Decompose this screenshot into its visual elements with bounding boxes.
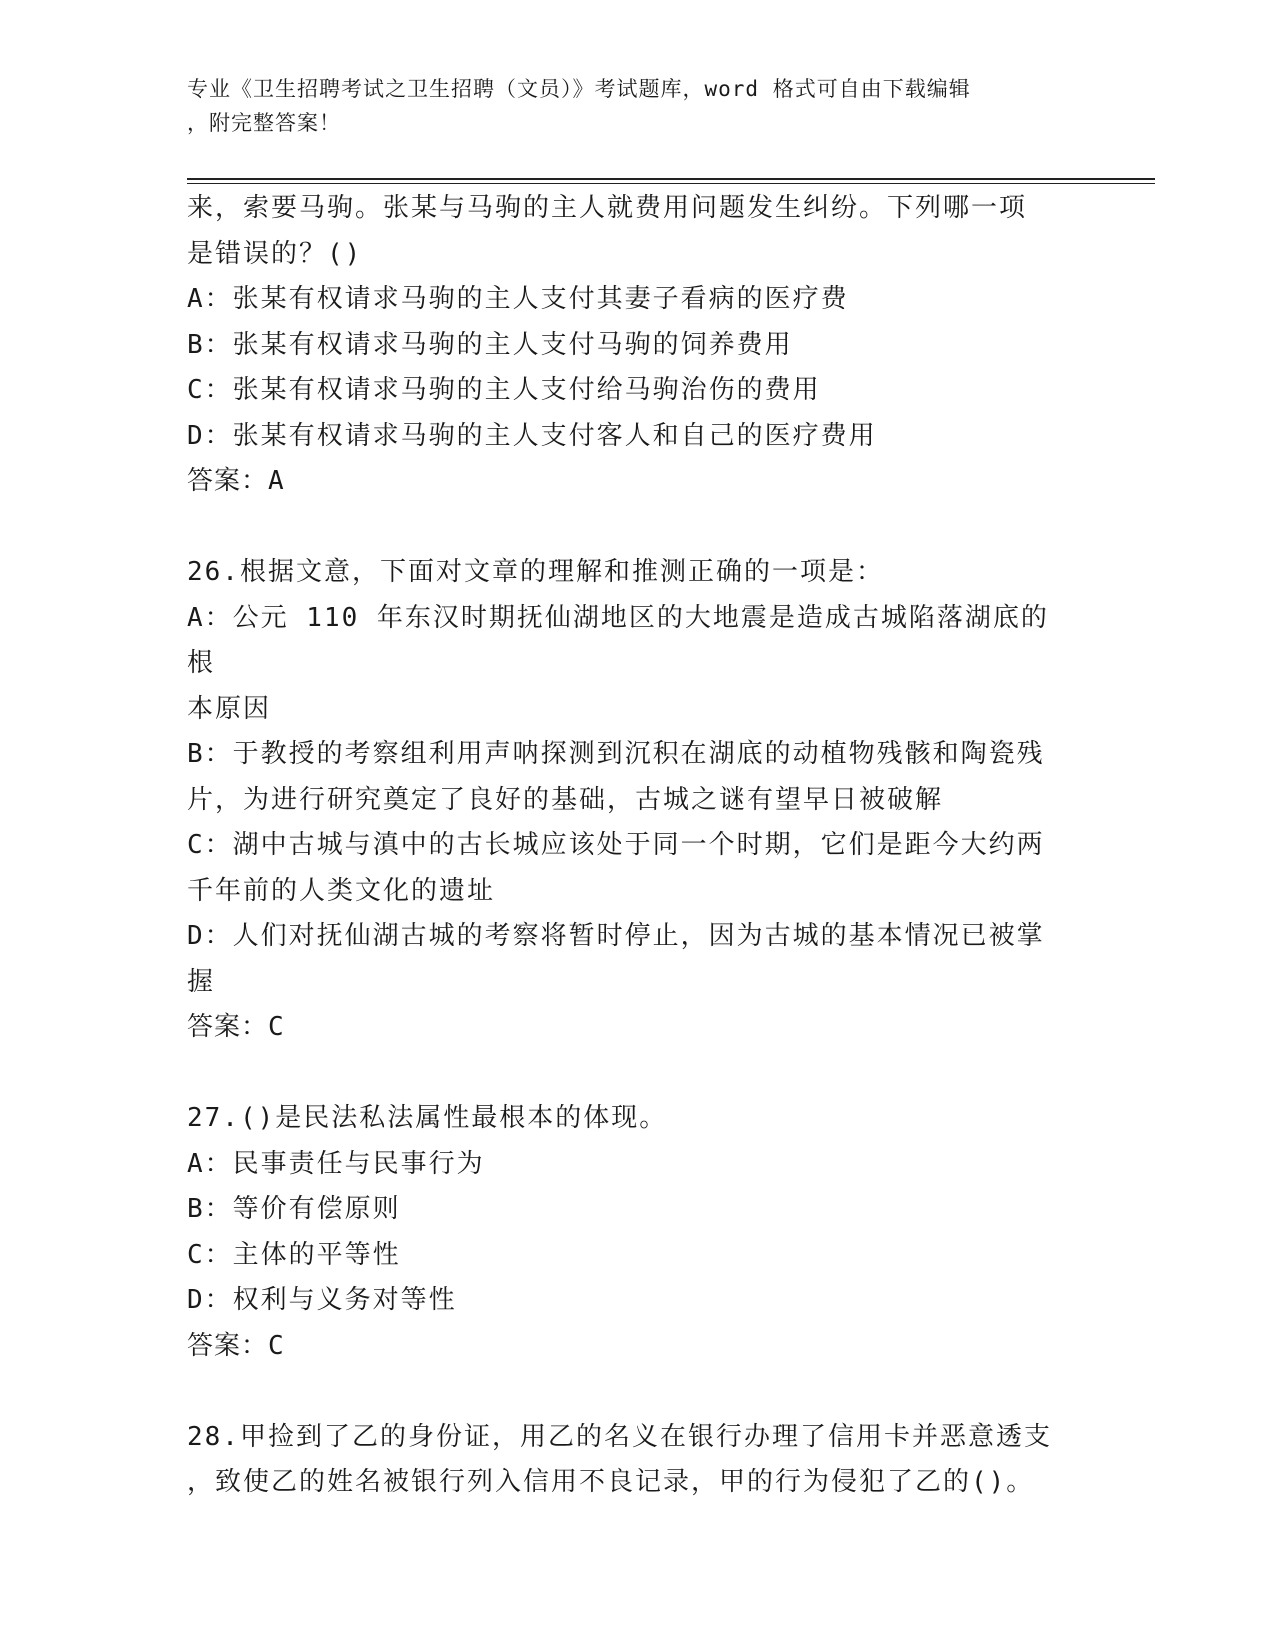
- question-stem: 27.()是民法私法属性最根本的体现。: [187, 1103, 668, 1133]
- header-rule-thick: [187, 178, 1155, 180]
- option-d: D：人们对抚仙湖古城的考察将暂时停止，因为古城的基本情况已被掌: [187, 921, 1045, 951]
- option-c: C：湖中古城与滇中的古长城应该处于同一个时期，它们是距今大约两: [187, 830, 1045, 860]
- option-d: D：张某有权请求马驹的主人支付客人和自己的医疗费用: [187, 420, 877, 451]
- answer: 答案：A: [187, 466, 285, 496]
- question-spacer: [187, 1051, 1067, 1097]
- option-d-continued: 握: [187, 966, 216, 997]
- question-25: [187, 186, 1067, 505]
- page-header: [187, 72, 1067, 140]
- option-d: D：权利与义务对等性: [187, 1285, 457, 1315]
- option-c: C：张某有权请求马驹的主人支付给马驹治伤的费用: [187, 375, 821, 405]
- question-28: [187, 1415, 1067, 1506]
- question-stem-line: ，致使乙的姓名被银行列入信用不良记录，甲的行为侵犯了乙的()。: [187, 1467, 1035, 1497]
- option-a-continued: 本原因: [187, 693, 272, 724]
- question-26: [187, 550, 1067, 1051]
- option-b: B：等价有偿原则: [187, 1194, 401, 1224]
- question-stem: 26.根据文意，下面对文章的理解和推测正确的一项是：: [187, 557, 884, 587]
- question-27: [187, 1096, 1067, 1369]
- question-stem-line: 28.甲捡到了乙的身份证，用乙的名义在银行办理了信用卡并恶意透支: [187, 1421, 1052, 1452]
- header-rule-thin: [187, 183, 1155, 184]
- option-b: B：张某有权请求马驹的主人支付马驹的饲养费用: [187, 329, 793, 360]
- option-a: A：民事责任与民事行为: [187, 1148, 485, 1179]
- question-list: [187, 186, 1067, 1506]
- option-c: C：主体的平等性: [187, 1239, 401, 1270]
- header-line-2: ，附完整答案！: [187, 111, 341, 135]
- option-b-continued: 片，为进行研究奠定了良好的基础，古城之谜有望早日被破解: [187, 784, 944, 815]
- question-stem-line: 是错误的？(): [187, 238, 363, 269]
- answer: 答案：C: [187, 1012, 285, 1042]
- question-spacer: [187, 505, 1067, 551]
- option-b: B：于教授的考察组利用声呐探测到沉积在湖底的动植物残骸和陶瓷残: [187, 739, 1045, 769]
- header-line-1: 专业《卫生招聘考试之卫生招聘（文员）》考试题库，word 格式可自由下载编辑: [187, 77, 971, 101]
- option-c-continued: 千年前的人类文化的遗址: [187, 875, 496, 906]
- question-stem-line: 来，索要马驹。张某与马驹的主人就费用问题发生纠纷。下列哪一项: [187, 193, 1028, 223]
- option-a: A：张某有权请求马驹的主人支付其妻子看病的医疗费: [187, 284, 849, 314]
- question-spacer: [187, 1369, 1067, 1415]
- answer: 答案：C: [187, 1330, 285, 1361]
- option-a: A：公元 110 年东汉时期抚仙湖地区的大地震是造成古城陷落湖底的根: [187, 602, 1049, 678]
